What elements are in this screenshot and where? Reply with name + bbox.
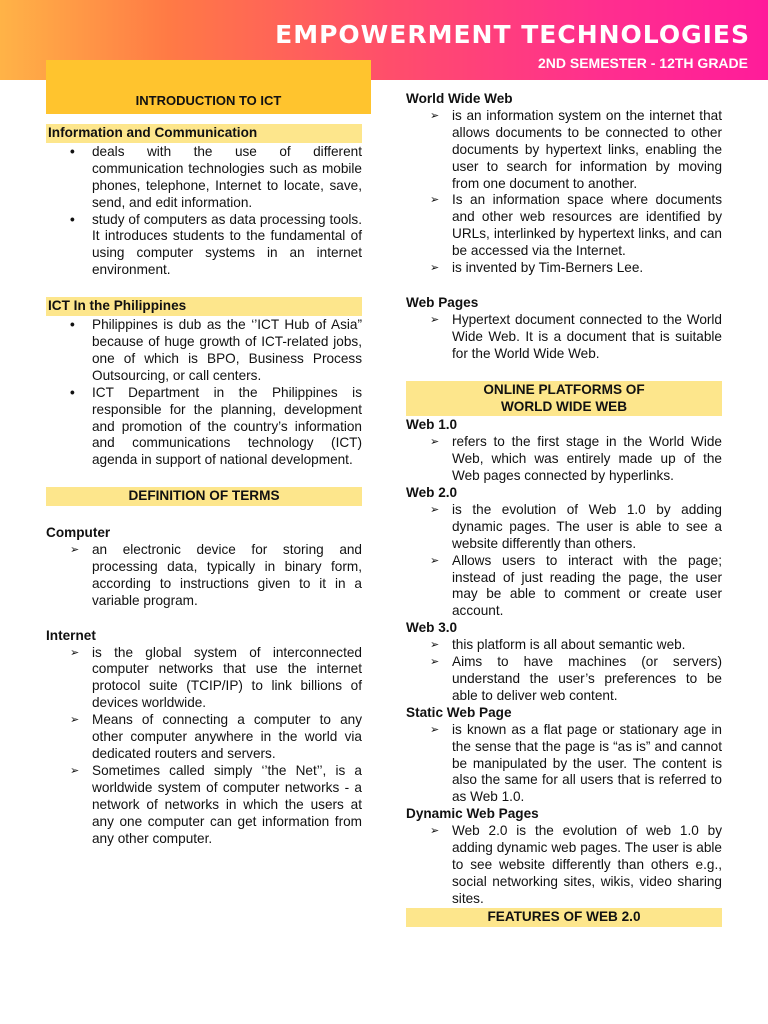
list-item: ➢ is the global system of interconnected computer networks that use the internet protocol suite (TCIP/IP) to link billions of devices worldwide. [70,644,362,711]
list-static [406,722,722,807]
list-item: ➢ is an information system on the internet that allows documents to be connected to other documents by hypertext links, enabling the user to search for information by moving from one document to another. [430,107,722,191]
term-web2: Web 2.0 [406,485,458,501]
heading-ict-ph: ICT In the Philippines [46,297,362,316]
list-item: ➢ is invented by Tim-Berners Lee. [430,260,644,276]
arrow-bullet-icon: ➢ [70,646,80,659]
list-item: ➢ Sometimes called simply ‘’the Net’’, is a worldwide system of computer networks - a network of networks in which the users at any one computer can get information from any other computer. [70,762,362,846]
list-web1 [406,434,722,485]
list-item: ➢ Is an information space where documents and other web resources are identified by URLs, interlinked by hypertext links, and can be accessed via the Internet. [430,192,722,259]
arrow-bullet-icon: ➢ [430,503,440,516]
list-item: ➢ Allows users to interact with the page; instead of just reading the page, the user may be able to comment or create user account. [430,552,722,619]
term-dynamic-web-pages: Dynamic Web Pages [406,806,539,822]
arrow-bullet-icon: ➢ [430,262,440,275]
term-web1: Web 1.0 [406,417,458,433]
list-www [406,108,722,277]
bullet-dot-icon: • [70,143,75,159]
term-computer: Computer [46,525,111,541]
list-dynamic [406,823,722,908]
heading-definitions: DEFINITION OF TERMS [46,487,362,506]
heading-info-comm: Information and Communication [46,124,362,143]
list-web2 [406,502,722,620]
right-column [406,91,722,928]
document-subtitle: 2ND SEMESTER - 12TH GRADE [537,55,748,71]
list-web3 [406,637,722,705]
bullet-dot-icon: • [70,211,75,227]
term-internet: Internet [46,627,96,643]
document-title: EMPOWERMENT TECHNOLOGIES [275,20,750,49]
arrow-bullet-icon: ➢ [430,313,440,326]
arrow-bullet-icon: ➢ [430,723,440,736]
list-item: ➢ is the evolution of Web 1.0 by adding dynamic pages. The user is able to see a website differently than others. [430,501,722,551]
list-item: ➢ Means of connecting a computer to any other computer anywhere in the world via dedicated routers and servers. [70,712,362,761]
list-computer [46,542,362,610]
section-tab [46,60,371,114]
left-column [46,124,362,847]
term-web3: Web 3.0 [406,620,458,636]
list-item: • deals with the use of different communication technologies such as mobile phones, telephone, Internet to locate, save, send, and edit information. [70,143,362,210]
list-item: ➢ an electronic device for storing and processing data, typically in binary form, according to instructions given to it in a variable program. [70,542,362,608]
heading-online-platforms: ONLINE PLATFORMS OF WORLD WIDE WEB [406,381,722,417]
list-item: • ICT Department in the Philippines is responsible for the planning, development and promotion of the country’s information and communications technology (ICT) agenda in support of national development. [70,384,362,468]
list-item: ➢ Aims to have machines (or servers) understand the user’s preferences to be able to deliver web content. [430,654,722,703]
list-info-comm [46,144,362,279]
list-item: • study of computers as data processing tools. It introduces students to the fundamental of using computer systems in an internet environment. [70,211,362,278]
arrow-bullet-icon: ➢ [70,544,80,557]
arrow-bullet-icon: ➢ [70,764,80,777]
term-web-pages: Web Pages [406,294,479,310]
bullet-dot-icon: • [70,384,75,400]
arrow-bullet-icon: ➢ [430,656,440,669]
arrow-bullet-icon: ➢ [430,639,440,652]
list-item: ➢ this platform is all about semantic web. [430,637,686,653]
list-item: ➢ Hypertext document connected to the World Wide Web. It is a document that is suitable for the World Wide Web. [430,311,722,361]
section-tab-label: INTRODUCTION TO ICT [135,93,282,108]
arrow-bullet-icon: ➢ [430,825,440,838]
arrow-bullet-icon: ➢ [430,436,440,449]
list-item: ➢ refers to the first stage in the World Wide Web, which was entirely made up of the Web pages connected by hyperlinks. [430,434,722,484]
list-web-pages [406,312,722,363]
list-item: ➢ is known as a flat page or stationary age in the sense that the page is “as is” and cannot be manipulated by the user. The content is also the same for all users that is referred to as Web 1.0. [430,721,722,805]
list-ict-ph [46,317,362,469]
list-item: ➢ Web 2.0 is the evolution of web 1.0 by adding dynamic web pages. The user is able to see website differently than others e.g., social networking sites, wikis, video sharing sites. [430,823,722,906]
arrow-bullet-icon: ➢ [430,194,440,207]
list-internet [46,645,362,848]
bullet-dot-icon: • [70,317,75,333]
arrow-bullet-icon: ➢ [70,714,80,727]
term-static-web-page: Static Web Page [406,704,512,720]
arrow-bullet-icon: ➢ [430,554,440,567]
term-www: World Wide Web [406,91,513,106]
list-item: • Philippines is dub as the ‘’ICT Hub of Asia” because of huge growth of ICT-related jobs, one of which is BPO, Business Process Outsourcing, or call centers. [70,317,362,383]
arrow-bullet-icon: ➢ [430,109,440,122]
heading-features-web2: FEATURES OF WEB 2.0 [406,908,722,927]
